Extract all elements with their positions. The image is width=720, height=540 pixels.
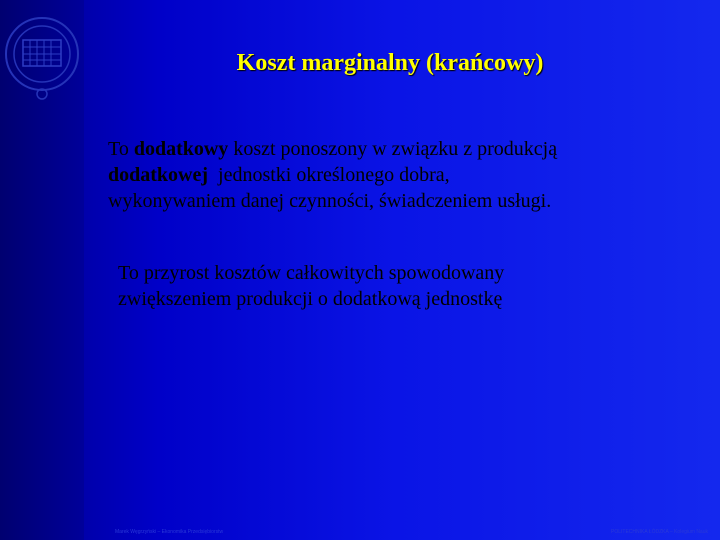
para1-line2-post: jednostki określonego dobra, <box>208 164 450 186</box>
para1-line1-bold: dodatkowy <box>133 138 229 160</box>
slide-title: Koszt marginalny (krańcowy) <box>236 50 544 76</box>
footer-right: POLITECHNIKA ŁÓDZKA – Kolegium Nauk <box>611 529 708 535</box>
definition-paragraph <box>108 136 557 214</box>
para2-line1: To przyrost kosztów całkowitych spowodowany <box>118 262 505 284</box>
para2-line2: zwiększeniem produkcji o dodatkową jednostkę <box>118 288 503 310</box>
university-seal-icon <box>3 12 83 102</box>
second-paragraph <box>118 260 504 312</box>
footer-left: Marek Węgrzyński – Ekonomika Przedsiębiorstw <box>115 529 224 535</box>
para1-line3: wykonywaniem danej czynności, świadczeniem usługi. <box>108 190 552 212</box>
para1-line2-bold: dodatkowej <box>108 164 209 186</box>
para1-line1-pre: To <box>108 138 134 160</box>
para1-line1-post: koszt ponoszony w związku z produkcją <box>228 138 558 160</box>
